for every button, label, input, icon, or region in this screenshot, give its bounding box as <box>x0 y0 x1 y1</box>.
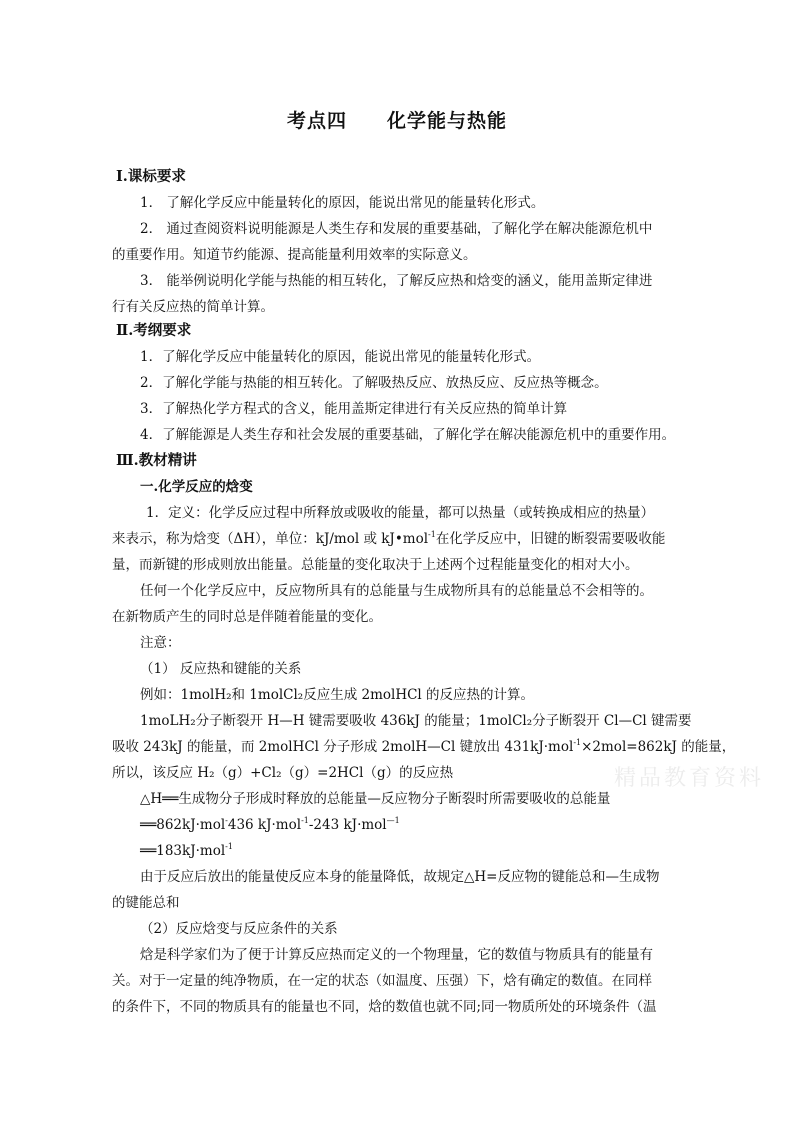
subsection-1-heading: （1） 反应热和键能的关系 <box>140 661 302 677</box>
standards-item-2: 2． 通过查阅资料说明能源是人类生存和发展的重要基础，了解化学在解决能源危机中 <box>140 221 653 237</box>
definition-line-1: 1．定义：化学反应过程中所释放或吸收的能量，都可以热量（或转换成相应的热量） <box>146 505 655 521</box>
section-heading-textbook: Ⅲ.教材精讲 <box>116 452 197 469</box>
standards-item-2-cont: 的重要作用。知道节约能源、提高能量利用效率的实际意义。 <box>112 247 477 263</box>
page-title <box>0 106 794 133</box>
definition-line-3: 量，而新键的形成则放出能量。总能量的变化取决于上述两个过程能量变化的相对大小。 <box>112 557 639 573</box>
calculation-line-1: 1moLH₂分子断裂开 H—H 键需要吸收 436kJ 的能量；1molCl₂分子断裂开 Cl—Cl 键需要 <box>140 713 692 729</box>
definition-line-2: 来表示，称为焓变（ΔH），单位：kJ/mol 或 kJ•mol$^{-1}$在化学反应中，旧键的断裂需要吸收能 <box>112 530 666 547</box>
note-label: 注意： <box>140 635 181 651</box>
formula-line-3: ══183kJ·mol$^{-1}$ <box>140 842 233 859</box>
paragraph-2-line-2: 在新物质产生的同时总是伴随着能量的变化。 <box>112 609 382 625</box>
standards-item-1: 1． 了解化学反应中能量转化的原因，能说出常见的能量转化形式。 <box>140 195 545 211</box>
calculation-line-2: 吸收 243kJ 的能量，而 2molHCl 分子形成 2molH—Cl 键放出 431kJ·mol$^{-1}$×2mol=862kJ 的能量， <box>112 738 736 755</box>
syllabus-item-2: 2．了解化学能与热能的相互转化。了解吸热反应、放热反应、反应热等概念。 <box>140 375 608 391</box>
formula-line-2: ══862kJ·mol-436 kJ·mol$^{-1}$-243 kJ·mol$^{—1}$ <box>140 816 400 833</box>
calculation-line-3: 所以，该反应 H₂（g）+Cl₂（g）=2HCl（g）的反应热 <box>112 765 454 781</box>
standards-item-3-cont: 行有关反应热的简单计算。 <box>112 299 274 315</box>
title-part-1: 考点四 <box>286 110 347 132</box>
rule-line-2: 的键能总和 <box>112 895 180 911</box>
paragraph-3-line-1: 焓是科学家们为了便于计算反应热而定义的一个物理量，它的数值与物质具有的能量有 <box>140 947 653 963</box>
rule-line-1: 由于反应后放出的能量使反应本身的能量降低，故规定△H=反应物的键能总和—生成物 <box>140 869 660 885</box>
formula-line-1: △H══生成物分子形成时释放的总能量—反应物分子断裂时所需要吸收的总能量 <box>140 791 611 807</box>
section-heading-syllabus: Ⅱ.考纲要求 <box>116 322 192 339</box>
subsection-2-heading: （2）反应焓变与反应条件的关系 <box>140 921 338 937</box>
section-heading-standards: Ⅰ.课标要求 <box>116 168 186 185</box>
syllabus-item-3: 3．了解热化学方程式的含义，能用盖斯定律进行有关反应热的简单计算 <box>140 401 568 417</box>
paragraph-3-line-3: 的条件下，不同的物质具有的能量也不同，焓的数值也就不同;同一物质所处的环境条件（温 <box>112 999 657 1015</box>
subheading-enthalpy: 一.化学反应的焓变 <box>140 479 253 495</box>
standards-item-3: 3． 能举例说明化学能与热能的相互转化，了解反应热和焓变的涵义，能用盖斯定律进 <box>140 273 653 289</box>
syllabus-item-1: 1．了解化学反应中能量转化的原因，能说出常见的能量转化形式。 <box>140 349 541 365</box>
title-part-2: 化学能与热能 <box>387 110 508 132</box>
example-line: 例如：1molH₂和 1molCl₂反应生成 2molHCl 的反应热的计算。 <box>140 687 535 703</box>
watermark: 精品教育资料 <box>614 766 765 791</box>
syllabus-item-4: 4．了解能源是人类生存和社会发展的重要基础，了解化学在解决能源危机中的重要作用。 <box>140 427 676 443</box>
paragraph-2-line-1: 任何一个化学反应中，反应物所具有的总能量与生成物所具有的总能量总不会相等的。 <box>140 583 653 599</box>
paragraph-3-line-2: 关。对于一定量的纯净物质，在一定的状态（如温度、压强）下，焓有确定的数值。在同样 <box>112 973 652 989</box>
